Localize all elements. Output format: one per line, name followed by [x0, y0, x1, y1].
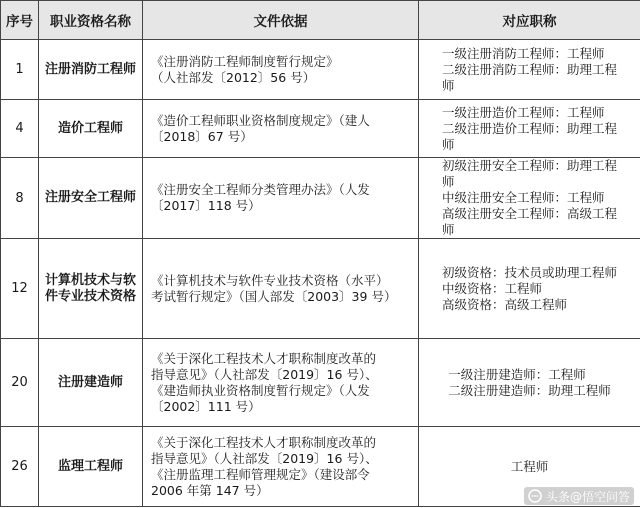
document-line: 《建造师执业资格制度暂行规定》（人发 — [151, 382, 370, 398]
document-line: 〔2002〕111 号） — [151, 398, 261, 414]
title-lines — [448, 367, 611, 399]
title-line: 一级注册建造师：工程师 — [448, 366, 586, 382]
watermark-text: 头条@悟空问答 — [545, 489, 630, 504]
document-basis — [143, 158, 419, 239]
document-basis — [143, 239, 419, 339]
table-header-row — [1, 1, 640, 40]
table-row — [1, 158, 640, 239]
table-row — [1, 239, 640, 339]
title-line: 高级资格：高级工程师 — [441, 296, 567, 312]
document-line: 《注册监理工程师管理规定》（建设部令 — [151, 466, 370, 482]
header-title: 对应职称 — [419, 1, 640, 40]
title-line: 高级注册安全工程师：高级工程 — [441, 206, 617, 221]
document-line: 指导意见》（人社部发〔2019〕16 号）、 — [151, 366, 378, 382]
row-number: 12 — [1, 239, 39, 339]
title-lines — [442, 265, 617, 313]
title-lines — [442, 105, 617, 153]
document-line: 《注册消防工程师制度暂行规定》 — [151, 53, 339, 69]
document-basis — [143, 339, 419, 427]
title-line: 一级注册消防工程师：工程师 — [441, 45, 605, 61]
header-name: 职业资格名称 — [39, 1, 143, 40]
watermark — [524, 487, 634, 505]
qualification-name: 计算机技术与软件专业技术资格 — [39, 239, 143, 339]
title-line: 一级注册造价工程师：工程师 — [441, 104, 605, 120]
corresponding-title — [419, 100, 640, 158]
row-number: 1 — [1, 40, 39, 100]
title-line: 中级资格：工程师 — [441, 280, 542, 296]
row-number: 8 — [1, 158, 39, 239]
table-body — [1, 40, 640, 507]
document-basis — [143, 40, 419, 100]
title-line: 中级注册安全工程师：工程师 — [441, 190, 605, 205]
title-lines — [511, 459, 549, 475]
table-row — [1, 100, 640, 158]
corresponding-title — [419, 339, 640, 427]
title-line: 二级注册建造师：助理工程师 — [448, 382, 611, 398]
table-row — [1, 40, 640, 100]
table-row — [1, 339, 640, 427]
title-lines — [442, 46, 617, 94]
row-number: 20 — [1, 339, 39, 427]
title-lines — [442, 158, 617, 238]
row-number: 26 — [1, 427, 39, 507]
chat-bubble-icon — [528, 489, 542, 503]
document-basis — [143, 427, 419, 507]
corresponding-title — [419, 158, 640, 239]
title-line: 师 — [441, 174, 455, 189]
document-line: 《造价工程师职业资格制度规定》（建人 — [151, 112, 370, 128]
corresponding-title — [419, 239, 640, 339]
title-line: 师 — [441, 77, 455, 93]
title-line: 二级注册消防工程师：助理工程 — [441, 61, 617, 77]
title-line: 师 — [441, 136, 455, 152]
document-line: （人社部发〔2012〕56 号） — [151, 69, 316, 85]
qualification-name: 监理工程师 — [39, 427, 143, 507]
document-line: 〔2017〕118 号） — [151, 198, 261, 213]
document-line: 《关于深化工程技术人才职称制度改革的 — [151, 350, 377, 366]
document-line: 《注册安全工程师分类管理办法》（人发 — [151, 182, 370, 197]
document-line: 《计算机技术与软件专业技术资格（水平） — [151, 272, 389, 288]
document-line: 考试暂行规定》（国人部发〔2003〕39 号） — [151, 288, 397, 304]
title-line: 二级注册造价工程师：助理工程 — [441, 120, 617, 136]
header-doc: 文件依据 — [143, 1, 419, 40]
qualification-name: 注册消防工程师 — [39, 40, 143, 100]
qualification-name: 注册安全工程师 — [39, 158, 143, 239]
row-number: 4 — [1, 100, 39, 158]
header-no: 序号 — [1, 1, 39, 40]
title-line: 工程师 — [510, 458, 549, 474]
title-line: 初级资格：技术员或助理工程师 — [441, 264, 617, 280]
qualification-name: 注册建造师 — [39, 339, 143, 427]
corresponding-title — [419, 40, 640, 100]
document-basis — [143, 100, 419, 158]
title-line: 初级注册安全工程师：助理工程 — [441, 158, 617, 173]
qualification-name: 造价工程师 — [39, 100, 143, 158]
document-line: 〔2018〕67 号） — [151, 128, 253, 144]
document-line: 《关于深化工程技术人才职称制度改革的 — [151, 434, 377, 450]
title-line: 师 — [441, 222, 455, 237]
document-line: 2006 年第 147 号） — [151, 482, 269, 498]
document-line: 指导意见》（人社部发〔2019〕16 号）、 — [151, 450, 378, 466]
